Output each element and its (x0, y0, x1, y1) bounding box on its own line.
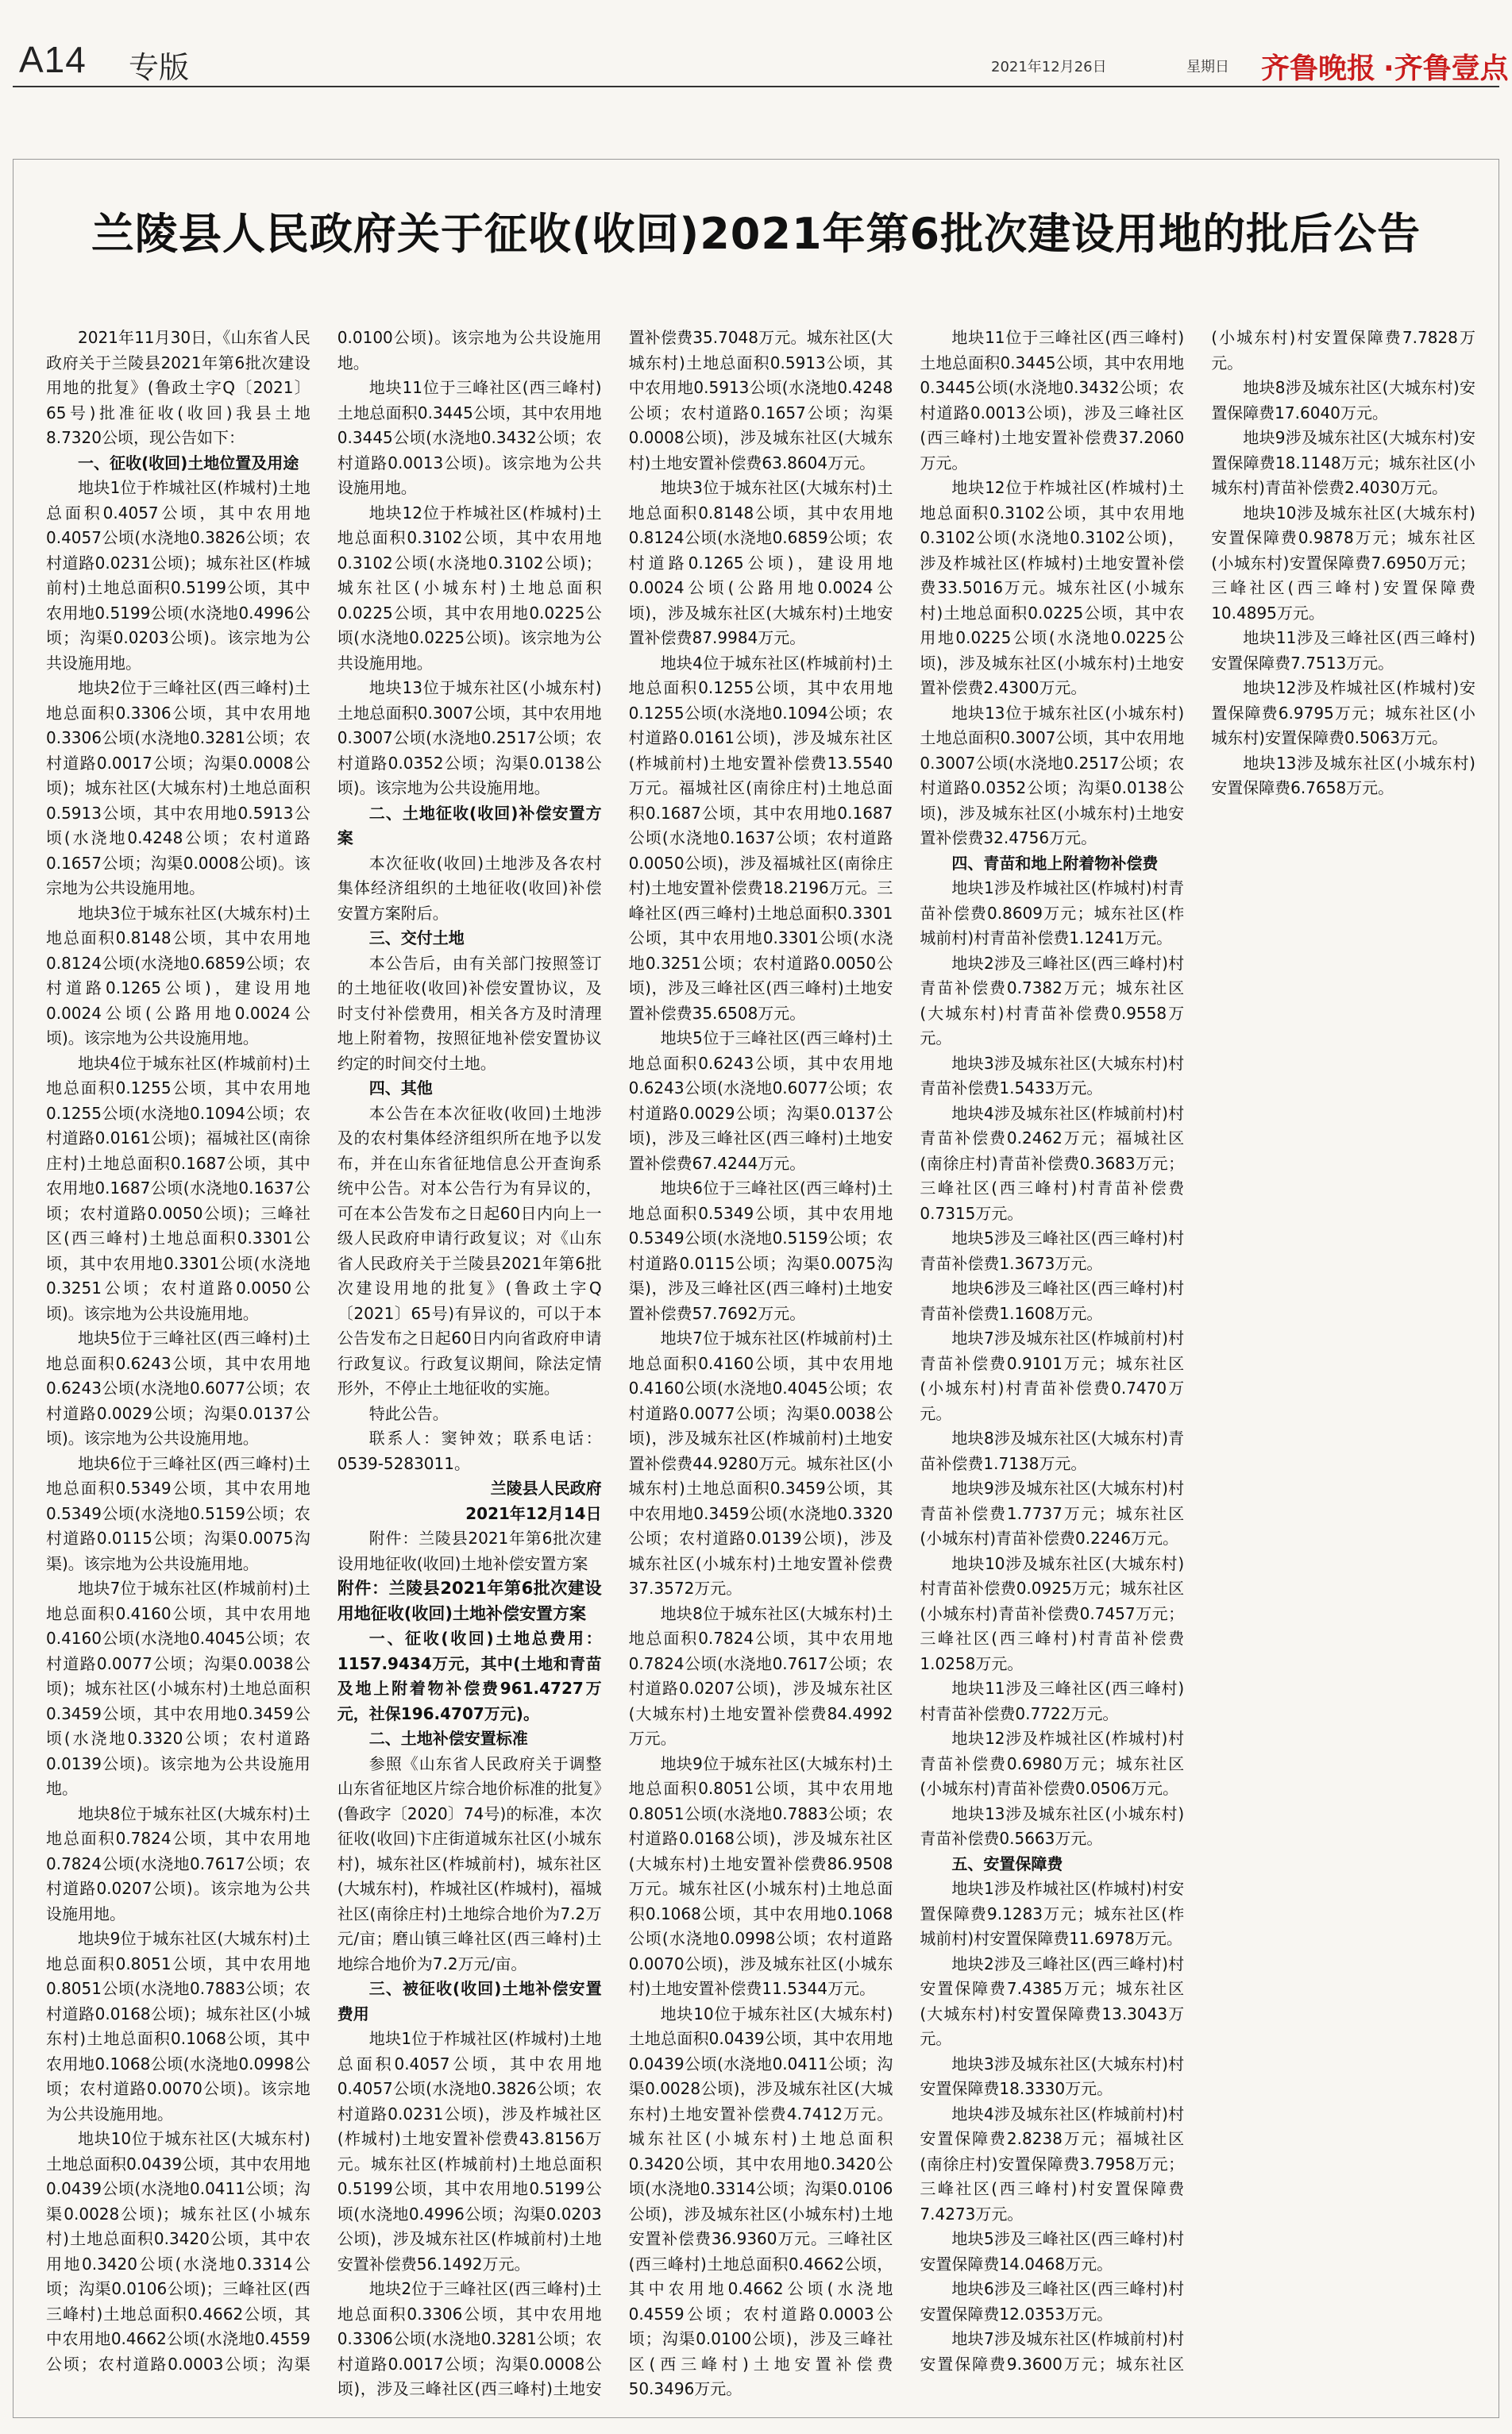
body-paragraph: 地块7涉及城东社区(柞城前村)村青苗补偿费0.9101万元；城东社区(小城东村)村青苗补偿费0.7470万元。 (920, 1329, 1185, 1423)
body-paragraph: 地块2涉及三峰社区(西三峰村)村安置保障费7.4385万元；城东社区(大城东村)村安置保障费13.3043万元。 (920, 1954, 1185, 2048)
body-paragraph: 地块1位于柞城社区(柞城村)土地总面积0.4057公顷，其中农用地0.4057公顷(水浇地0.3826公顷；农村道路0.0231公顷)；城东社区(柞城前村)土地总面积0.5199公顷，其中农用地0.5199公顷(水浇地0.4996公顷；沟渠0.0203公顷)。该宗地为公共设施用地。 (46, 478, 310, 673)
section-heading: 一、征收(收回)土地总费用：1157.9434万元，其中(土地和青苗及地上附着物补偿费961.4727万元，社保196.4707万元)。 (337, 1629, 602, 1723)
body-paragraph: 地块2位于三峰社区(西三峰村)土地总面积0.3306公顷，其中农用地0.3306公顷(水浇地0.3281公顷；农村道路0.0017公顷；沟渠0.0008公顷)，涉及三峰社区(西三峰村)土地安置补偿费35.7048万元。城东社区(大城东村)土地总面积0.5913公顷，其中农用地0.5913公顷(水浇地0.4248公顷；农村道路0.1657公顷；沟渠0.0008公顷)，涉及城东社区(大城东村)土地安置补偿费63.8604万元。 (337, 328, 893, 2398)
body-paragraph: 参照《山东省人民政府关于调整山东省征地区片综合地价标准的批复》(鲁政字〔2020〕74号)的标准，本次征收(收回)卞庄街道城东社区(小城东村)，城东社区(柞城前村)，城东社区(大城东村)，柞城社区(柞城村)，福城社区(南徐庄村)土地综合地价为7.2万元/亩；磨山镇三峰社区(西三峰村)土地综合地价为7.2万元/亩。 (337, 1753, 602, 1973)
section-name: 专版 (129, 50, 190, 85)
body-paragraph: 地块5位于三峰社区(西三峰村)土地总面积0.6243公顷，其中农用地0.6243公顷(水浇地0.6077公顷；农村道路0.0029公顷；沟渠0.0137公顷)，涉及三峰社区(西三峰村)土地安置补偿费67.4244万元。 (628, 1028, 893, 1173)
body-paragraph: 地块9涉及城东社区(大城东村)安置保障费18.1148万元；城东社区(小城东村)青苗补偿费2.4030万元。 (1211, 428, 1475, 497)
signature-line: 兰陵县人民政府 (490, 1479, 602, 1498)
body-paragraph: 地块12位于柞城社区(柞城村)土地总面积0.3102公顷，其中农用地0.3102公顷(水浇地0.3102公顷)；城东社区(小城东村)土地总面积0.0225公顷，其中农用地0.0225公顷(水浇地0.0225公顷)。该宗地为公共设施用地。 (337, 503, 602, 673)
section-heading: 二、土地征收(收回)补偿安置方案 (337, 803, 602, 847)
section-heading: 四、其他 (368, 1078, 433, 1097)
page-header (0, 0, 1512, 86)
body-paragraph: 地块4涉及城东社区(柞城前村)村青苗补偿费0.2462万元；福城社区(南徐庄村)青苗补偿费0.3683万元；三峰社区(西三峰村)村青苗补偿费0.7315万元。 (920, 1103, 1185, 1223)
body-paragraph: 地块8位于城东社区(大城东村)土地总面积0.7824公顷，其中农用地0.7824公顷(水浇地0.7617公顷；农村道路0.0207公顷)，涉及城东社区(大城东村)土地安置补偿费84.4992万元。 (628, 1603, 893, 1748)
body-paragraph: 地块4位于城东社区(柞城前村)土地总面积0.1255公顷，其中农用地0.1255公顷(水浇地0.1094公顷；农村道路0.0161公顷)；福城社区(南徐庄村)土地总面积0.1687公顷，其中农用地0.1687公顷(水浇地0.1637公顷；农村道路0.0050公顷)；三峰社区(西三峰村)土地总面积0.3301公顷，其中农用地0.3301公顷(水浇地0.3251公顷；农村道路0.0050公顷)。该宗地为公共设施用地。 (46, 1053, 310, 1323)
body-paragraph: 地块13位于城东社区(小城东村)土地总面积0.3007公顷，其中农用地0.3007公顷(水浇地0.2517公顷；农村道路0.0352公顷；沟渠0.0138公顷)，涉及城东社区(小城东村)土地安置补偿费32.4756万元。 (920, 703, 1185, 847)
body-paragraph: 特此公告。 (368, 1403, 449, 1423)
section-heading: 二、土地补偿安置标准 (368, 1729, 528, 1748)
body-paragraph: 地块8涉及城东社区(大城东村)安置保障费17.6040万元。 (1211, 378, 1475, 422)
body-paragraph: 地块12涉及柞城社区(柞城村)村青苗补偿费0.6980万元；城东社区(小城东村)青苗补偿费0.0506万元。 (920, 1729, 1185, 1798)
body-paragraph: 本公告后，由有关部门按照签订的土地征收(收回)补偿安置协议，及时支付补偿费用，相关各方及时清理地上附着物，按照征地补偿安置协议约定的时间交付土地。 (337, 953, 602, 1073)
body-paragraph: 地块4位于城东社区(柞城前村)土地总面积0.1255公顷，其中农用地0.1255公顷(水浇地0.1094公顷；农村道路0.0161公顷)，涉及城东社区(柞城前村)土地安置补偿费13.5540万元。福城社区(南徐庄村)土地总面积0.1687公顷，其中农用地0.1687公顷(水浇地0.1637公顷；农村道路0.0050公顷)，涉及福城社区(南徐庄村)土地安置补偿费18.2196万元。三峰社区(西三峰村)土地总面积0.3301公顷，其中农用地0.3301公顷(水浇地0.3251公顷；农村道路0.0050公顷)，涉及三峰社区(西三峰村)土地安置补偿费35.6508万元。 (628, 653, 893, 1023)
body-paragraph: 地块1涉及柞城社区(柞城村)村青苗补偿费0.8609万元；城东社区(柞城前村)村青苗补偿费1.1241万元。 (920, 878, 1185, 947)
issue-date: 2021年12月26日 (991, 59, 1107, 75)
body-paragraph: 地块6涉及三峰社区(西三峰村)村青苗补偿费1.1608万元。 (920, 1279, 1185, 1323)
body-paragraph: 地块6涉及三峰社区(西三峰村)村安置保障费12.0353万元。 (920, 2279, 1185, 2324)
body-paragraph: 地块11位于三峰社区(西三峰村)土地总面积0.3445公顷，其中农用地0.3445公顷(水浇地0.3432公顷；农村道路0.0013公顷)，涉及三峰社区(西三峰村)土地安置补偿费37.2060万元。 (920, 328, 1185, 473)
section-heading: 附件：兰陵县2021年第6批次建设用地征收(收回)土地补偿安置方案 (337, 1579, 602, 1623)
body-paragraph: 地块10位于城东社区(大城东村)土地总面积0.0439公顷，其中农用地0.0439公顷(水浇地0.0411公顷；沟渠0.0028公顷)，涉及城东社区(大城东村)土地安置补偿费4.7412万元。城东社区(小城东村)土地总面积0.3420公顷，其中农用地0.3420公顷(水浇地0.3314公顷；沟渠0.0106公顷)，涉及城东社区(小城东村)土地安置补偿费36.9360万元。三峰社区(西三峰村)土地总面积0.4662公顷，其中农用地0.4662公顷(水浇地0.4559公顷；农村道路0.0003公顷；沟渠0.0100公顷)，涉及三峰社区(西三峰村)土地安置补偿费50.3496万元。 (628, 2004, 893, 2398)
body-paragraph: 地块11涉及三峰社区(西三峰村)村青苗补偿费0.7722万元。 (920, 1679, 1185, 1723)
body-paragraph: 地块2位于三峰社区(西三峰村)土地总面积0.3306公顷，其中农用地0.3306公顷(水浇地0.3281公顷；农村道路0.0017公顷；沟渠0.0008公顷)；城东社区(大城东村)土地总面积0.5913公顷，其中农用地0.5913公顷(水浇地0.4248公顷；农村道路0.1657公顷；沟渠0.0008公顷)。该宗地为公共设施用地。 (46, 678, 310, 897)
body-paragraph: 地块2涉及三峰社区(西三峰村)村青苗补偿费0.7382万元；城东社区(大城东村)村青苗补偿费0.9558万元。 (920, 953, 1185, 1047)
body-paragraph: 地块10涉及城东社区(大城东村)村青苗补偿费0.0925万元；城东社区(小城东村)青苗补偿费0.7457万元；三峰社区(西三峰村)村青苗补偿费1.0258万元。 (920, 1553, 1185, 1673)
body-paragraph: 地块9涉及城东社区(大城东村)村青苗补偿费1.7737万元；城东社区(小城东村)青苗补偿费0.2246万元。 (920, 1479, 1185, 1548)
body-paragraph: 地块4涉及城东社区(柞城前村)村安置保障费2.8238万元；福城社区(南徐庄村)安置保障费3.7958万元；三峰社区(西三峰村)村安置保障费7.4273万元。 (920, 2104, 1185, 2224)
body-paragraph: 地块7位于城东社区(柞城前村)土地总面积0.4160公顷，其中农用地0.4160公顷(水浇地0.4045公顷；农村道路0.0077公顷；沟渠0.0038公顷)，涉及城东社区(柞城前村)土地安置补偿费44.9280万元。城东社区(小城东村)土地总面积0.3459公顷，其中农用地0.3459公顷(水浇地0.3320公顷；农村道路0.0139公顷)，涉及城东社区(小城东村)土地安置补偿费37.3572万元。 (628, 1329, 893, 1598)
body-paragraph: 地块11位于三峰社区(西三峰村)土地总面积0.3445公顷，其中农用地0.3445公顷(水浇地0.3432公顷；农村道路0.0013公顷)。该宗地为公共设施用地。 (337, 378, 602, 497)
body-paragraph: 地块12位于柞城社区(柞城村)土地总面积0.3102公顷，其中农用地0.3102公顷(水浇地0.3102公顷)，涉及柞城社区(柞城村)土地安置补偿费33.5016万元。城东社区(小城东村)土地总面积0.0225公顷，其中农用地0.0225公顷(水浇地0.0225公顷)，涉及城东社区(小城东村)土地安置补偿费2.4300万元。 (920, 478, 1185, 697)
section-heading: 三、交付土地 (368, 928, 465, 947)
body-paragraph: 地块10涉及城东社区(大城东村)安置保障费0.9878万元；城东社区(小城东村)安置保障费7.6950万元；三峰社区(西三峰村)安置保障费10.4895万元。 (1211, 503, 1475, 623)
body-paragraph: 地块10位于城东社区(大城东村)土地总面积0.0439公顷，其中农用地0.0439公顷(水浇地0.0411公顷；沟渠0.0028公顷)；城东社区(小城东村)土地总面积0.3420公顷，其中农用地0.3420公顷(水浇地0.3314公顷；沟渠0.0106公顷)；三峰社区(西三峰村)土地总面积0.4662公顷，其中农用地0.4662公顷(水浇地0.4559公顷；农村道路0.0003公顷；沟渠0.0100公顷)。该宗地为公共设施用地。 (46, 328, 602, 2374)
brand-logo: ·齐鲁壹点 (1383, 52, 1509, 85)
body-paragraph: 地块13涉及城东社区(小城东村)安置保障费6.7658万元。 (1211, 753, 1475, 797)
article-body (46, 326, 1475, 2406)
signature-line: 2021年12月14日 (465, 1503, 602, 1523)
header-rule (13, 86, 1499, 87)
body-paragraph: 2021年11月30日，《山东省人民政府关于兰陵县2021年第6批次建设用地的批复》(鲁政土字Q〔2021〕65号)批准征收(收回)我县土地8.7320公顷，现公告如下： (46, 328, 310, 447)
section-heading: 三、被征收(收回)土地补偿安置费用 (337, 1979, 602, 2023)
body-paragraph: 地块3位于城东社区(大城东村)土地总面积0.8148公顷，其中农用地0.8124公顷(水浇地0.6859公顷；农村道路0.1265公顷)，建设用地0.0024公顷(公路用地0.0024公顷)，涉及城东社区(大城东村)土地安置补偿费87.9984万元。 (628, 478, 893, 647)
issue-weekday: 星期日 (1186, 59, 1229, 75)
body-paragraph: 地块7涉及城东社区(柞城前村)村安置保障费9.3600万元；城东社区(小城东村)村安置保障费7.7828万元。 (920, 328, 1475, 2374)
section-heading: 五、安置保障费 (951, 1853, 1063, 1873)
body-paragraph: 地块9位于城东社区(大城东村)土地总面积0.8051公顷，其中农用地0.8051公顷(水浇地0.7883公顷；农村道路0.0168公顷)，涉及城东社区(大城东村)土地安置补偿费86.9508万元。城东社区(小城东村)土地总面积0.1068公顷，其中农用地0.1068公顷(水浇地0.0998公顷；农村道路0.0070公顷)，涉及城东社区(小城东村)土地安置补偿费11.5344万元。 (628, 1753, 893, 1998)
body-paragraph: 地块5涉及三峰社区(西三峰村)村安置保障费14.0468万元。 (920, 2229, 1185, 2274)
body-paragraph: 地块11涉及三峰社区(西三峰村)安置保障费7.7513万元。 (1211, 628, 1475, 673)
newspaper-logo: 齐鲁晚报 (1261, 52, 1376, 85)
body-paragraph: 地块3涉及城东社区(大城东村)村青苗补偿费1.5433万元。 (920, 1053, 1185, 1097)
body-paragraph: 地块12涉及柞城社区(柞城村)安置保障费6.9795万元；城东社区(小城东村)安置保障费0.5063万元。 (1211, 678, 1475, 747)
body-paragraph: 地块5位于三峰社区(西三峰村)土地总面积0.6243公顷，其中农用地0.6243公顷(水浇地0.6077公顷；农村道路0.0029公顷；沟渠0.0137公顷)。该宗地为公共设施用地。 (46, 1329, 310, 1448)
body-paragraph: 地块13位于城东社区(小城东村)土地总面积0.3007公顷，其中农用地0.3007公顷(水浇地0.2517公顷；农村道路0.0352公顷；沟渠0.0138公顷)。该宗地为公共设施用地。 (337, 678, 602, 797)
body-paragraph: 本次征收(收回)土地涉及各农村集体经济组织的土地征收(收回)补偿安置方案附后。 (337, 853, 602, 923)
body-paragraph: 地块9位于城东社区(大城东村)土地总面积0.8051公顷，其中农用地0.8051公顷(水浇地0.7883公顷；农村道路0.0168公顷)；城东社区(小城东村)土地总面积0.1068公顷，其中农用地0.1068公顷(水浇地0.0998公顷；农村道路0.0070公顷)。该宗地为公共设施用地。 (46, 1929, 310, 2123)
body-paragraph: 地块1涉及柞城社区(柞城村)村安置保障费9.1283万元；城东社区(柞城前村)村安置保障费11.6978万元。 (920, 1879, 1185, 1948)
body-paragraph: 本公告在本次征收(收回)土地涉及的农村集体经济组织所在地予以发布，并在山东省征地信息公开查询系统中公告。对本公告行为有异议的，可在本公告发布之日起60日内向上一级人民政府申请行政复议；对《山东省人民政府关于兰陵县2021年第6批次建设用地的批复》(鲁政土字Q〔2021〕65号)有异议的，可以于本公告发布之日起60日内向省政府申请行政复议。行政复议期间，除法定情形外，不停止土地征收的实施。 (337, 1103, 602, 1398)
body-paragraph: 联系人：窦钟效；联系电话：0539-5283011。 (337, 1429, 602, 1473)
section-heading: 四、青苗和地上附着物补偿费 (951, 853, 1159, 873)
body-paragraph: 地块6位于三峰社区(西三峰村)土地总面积0.5349公顷，其中农用地0.5349公顷(水浇地0.5159公顷；农村道路0.0115公顷；沟渠0.0075沟渠)，涉及三峰社区(西三峰村)土地安置补偿费57.7692万元。 (628, 1178, 893, 1323)
section-heading: 一、征收(收回)土地位置及用途 (78, 453, 299, 473)
page-number: A14 (19, 39, 87, 80)
body-paragraph: 附件：兰陵县2021年第6批次建设用地征收(收回)土地补偿安置方案 (337, 1529, 602, 1573)
body-paragraph: 地块8涉及城东社区(大城东村)青苗补偿费1.7138万元。 (920, 1429, 1185, 1473)
body-paragraph: 地块3涉及城东社区(大城东村)村安置保障费18.3330万元。 (920, 2054, 1185, 2098)
article-title: 兰陵县人民政府关于征收(收回)2021年第6批次建设用地的批后公告 (91, 209, 1421, 259)
body-paragraph: 地块6位于三峰社区(西三峰村)土地总面积0.5349公顷，其中农用地0.5349公顷(水浇地0.5159公顷；农村道路0.0115公顷；沟渠0.0075沟渠)。该宗地为公共设施用地。 (46, 1453, 310, 1573)
body-paragraph: 地块1位于柞城社区(柞城村)土地总面积0.4057公顷，其中农用地0.4057公顷(水浇地0.3826公顷；农村道路0.0231公顷)，涉及柞城社区(柞城村)土地安置补偿费43.8156万元。城东社区(柞城前村)土地总面积0.5199公顷，其中农用地0.5199公顷(水浇地0.4996公顷；沟渠0.0203公顷)，涉及城东社区(柞城前村)土地安置补偿费56.1492万元。 (337, 2029, 602, 2274)
body-paragraph: 地块13涉及城东社区(小城东村)青苗补偿费0.5663万元。 (920, 1803, 1185, 1848)
body-paragraph: 地块8位于城东社区(大城东村)土地总面积0.7824公顷，其中农用地0.7824公顷(水浇地0.7617公顷；农村道路0.0207公顷)。该宗地为公共设施用地。 (46, 1803, 310, 1923)
body-paragraph: 地块3位于城东社区(大城东村)土地总面积0.8148公顷，其中农用地0.8124公顷(水浇地0.6859公顷；农村道路0.1265公顷)，建设用地0.0024公顷(公路用地0.0024公顷)。该宗地为公共设施用地。 (46, 903, 310, 1047)
body-paragraph: 地块5涉及三峰社区(西三峰村)村青苗补偿费1.3673万元。 (920, 1229, 1185, 1273)
body-paragraph: 地块7位于城东社区(柞城前村)土地总面积0.4160公顷，其中农用地0.4160公顷(水浇地0.4045公顷；农村道路0.0077公顷；沟渠0.0038公顷)；城东社区(小城东村)土地总面积0.3459公顷，其中农用地0.3459公顷(水浇地0.3320公顷；农村道路0.0139公顷)。该宗地为公共设施用地。 (46, 1579, 310, 1798)
